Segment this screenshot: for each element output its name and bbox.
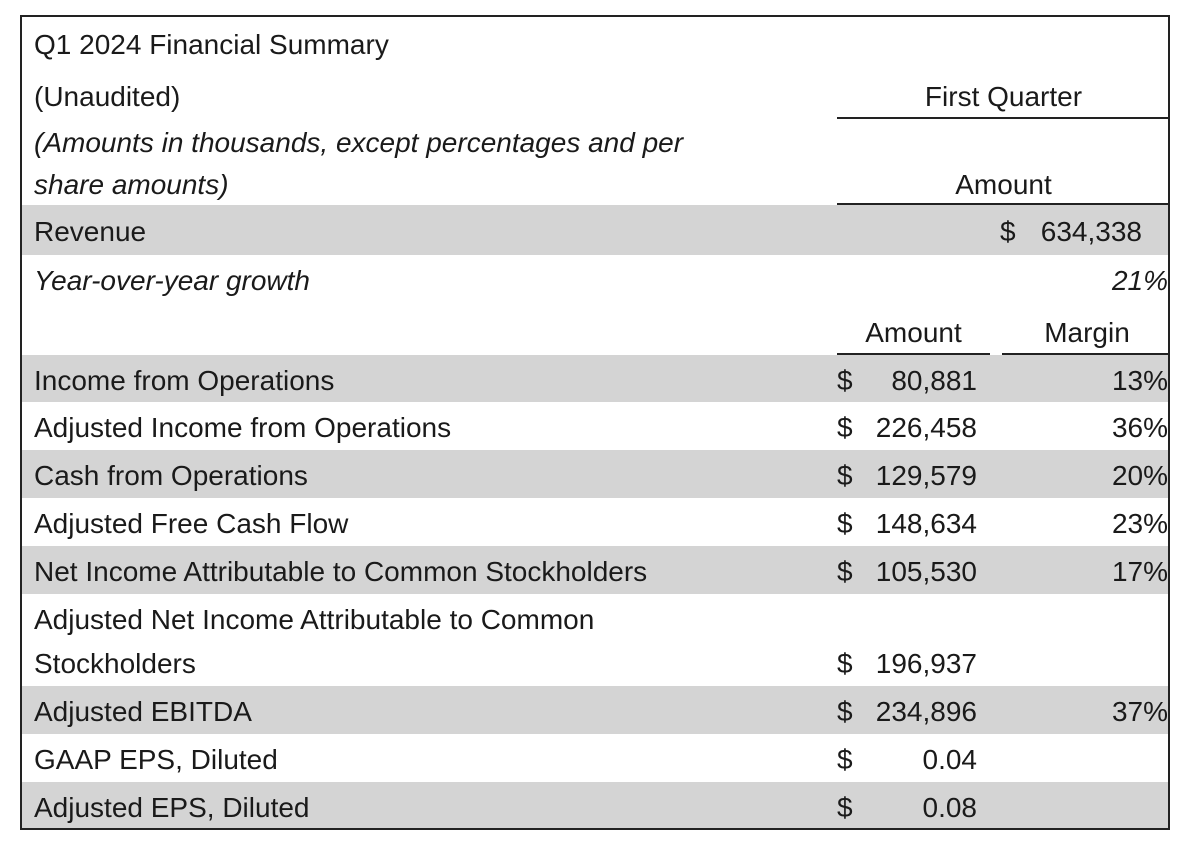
table-row xyxy=(22,402,1168,450)
amounts-note-line-2: share amounts) xyxy=(34,169,229,200)
revenue-label: Revenue xyxy=(34,216,147,247)
row-currency: $ xyxy=(837,508,853,539)
row-margin: 37% xyxy=(1111,696,1168,727)
table-row xyxy=(22,498,1168,546)
row-currency: $ xyxy=(837,412,853,443)
subtitle-row xyxy=(22,69,1168,119)
revenue-row xyxy=(22,205,1168,255)
row-currency: $ xyxy=(837,365,853,396)
row-amount: 226,458 xyxy=(875,412,977,443)
row-label-line-2: Stockholders xyxy=(34,648,196,679)
row-label: Income from Operations xyxy=(34,365,335,396)
row-currency: $ xyxy=(837,744,853,775)
table-title: Q1 2024 Financial Summary xyxy=(34,29,389,60)
row-margin: 23% xyxy=(1111,508,1168,539)
row-currency: $ xyxy=(837,696,853,727)
table-row xyxy=(22,686,1168,734)
row-margin: 36% xyxy=(1111,412,1168,443)
row-margin: 20% xyxy=(1111,460,1168,491)
row-label: GAAP EPS, Diluted xyxy=(34,744,278,775)
column-header-row xyxy=(22,303,1168,353)
table-row xyxy=(22,734,1168,782)
row-margin: 17% xyxy=(1111,556,1168,587)
row-amount: 0.08 xyxy=(922,792,977,823)
row-margin: 13% xyxy=(1111,365,1168,396)
row-amount: 148,634 xyxy=(875,508,977,539)
table-row xyxy=(22,594,1168,686)
growth-value: 21% xyxy=(1111,265,1168,296)
growth-row xyxy=(22,255,1168,303)
row-currency: $ xyxy=(837,792,853,823)
row-label: Adjusted EPS, Diluted xyxy=(34,792,310,823)
margin-column-header: Margin xyxy=(1044,317,1130,348)
table-row xyxy=(22,355,1168,402)
table-row xyxy=(22,546,1168,594)
table-row xyxy=(22,450,1168,498)
title-row xyxy=(22,17,1168,67)
row-label-line-1: Adjusted Net Income Attributable to Common xyxy=(34,604,595,635)
amounts-note-line-1: (Amounts in thousands, except percentages and per xyxy=(34,127,684,158)
row-currency: $ xyxy=(837,556,853,587)
row-label: Adjusted EBITDA xyxy=(34,696,252,727)
unaudited-note: (Unaudited) xyxy=(34,81,181,112)
row-amount: 129,579 xyxy=(875,460,977,491)
revenue-currency: $ xyxy=(1000,216,1016,247)
row-label: Net Income Attributable to Common Stockholders xyxy=(34,556,648,587)
row-amount: 105,530 xyxy=(875,556,977,587)
growth-label: Year-over-year growth xyxy=(34,265,310,296)
note-row-2 xyxy=(22,163,1168,205)
row-label: Adjusted Income from Operations xyxy=(34,412,452,443)
row-currency: $ xyxy=(837,648,853,679)
row-label: Adjusted Free Cash Flow xyxy=(34,508,349,539)
note-row-1 xyxy=(22,119,1168,163)
amount-column-header: Amount xyxy=(865,317,962,348)
financial-summary-table xyxy=(20,15,1170,830)
row-amount: 0.04 xyxy=(922,744,977,775)
row-amount: 80,881 xyxy=(891,365,977,396)
row-label: Cash from Operations xyxy=(34,460,308,491)
row-amount: 234,896 xyxy=(875,696,977,727)
row-amount: 196,937 xyxy=(875,648,977,679)
table-row xyxy=(22,782,1168,830)
period-header: First Quarter xyxy=(924,81,1083,112)
revenue-value: 634,338 xyxy=(1040,216,1142,247)
amount-header: Amount xyxy=(955,169,1052,200)
row-currency: $ xyxy=(837,460,853,491)
